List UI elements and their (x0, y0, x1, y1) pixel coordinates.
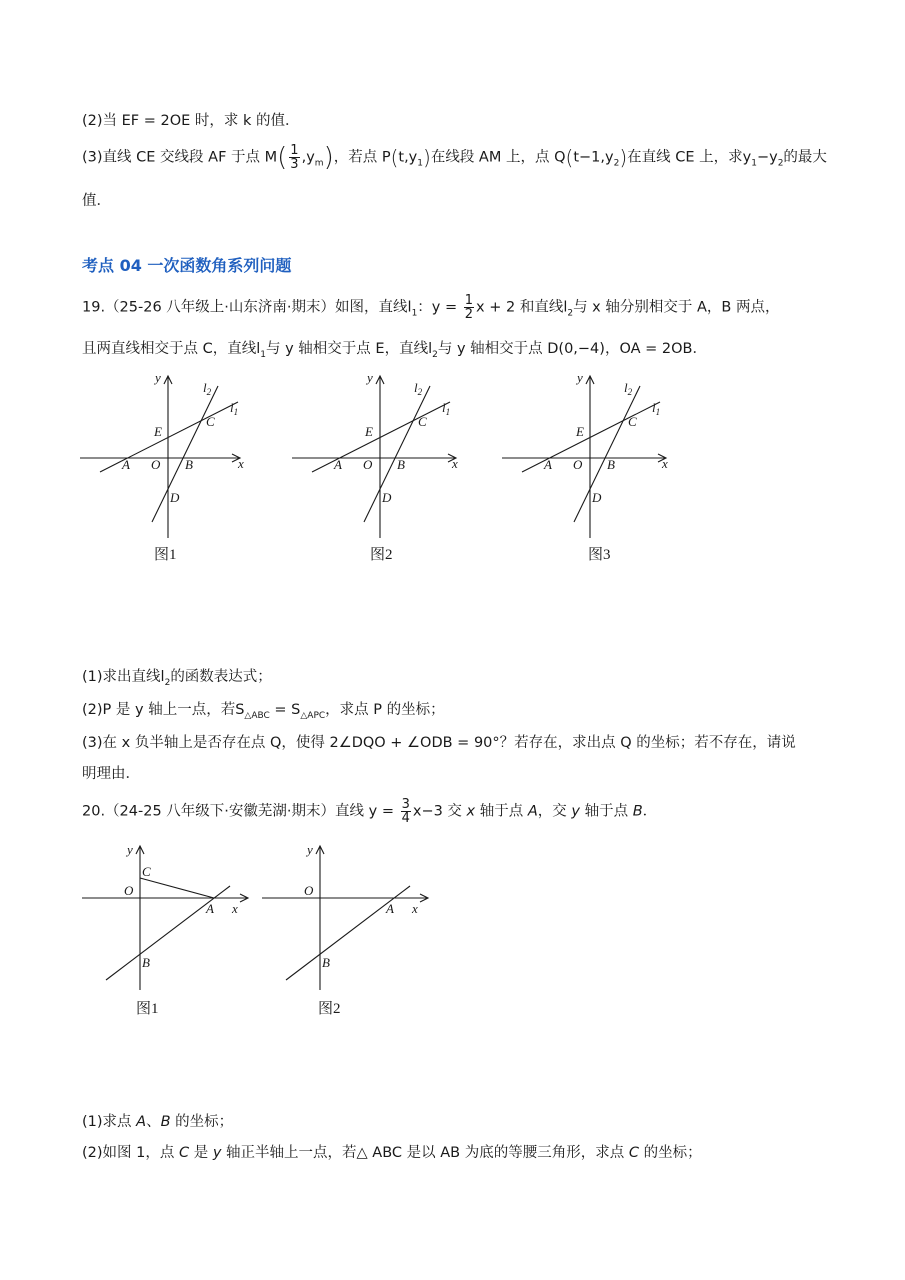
problem-19-question-3-cont: 明理由． (82, 766, 140, 782)
line-l1 (312, 402, 450, 472)
figure-caption: 图2 (318, 1001, 341, 1017)
fraction-one-half: $\frac{1}{2}$ (464, 293, 474, 322)
fraction-three-quarters: $\frac{3}{4}$ (401, 797, 410, 826)
label-l1: $l_1$ (230, 400, 239, 417)
figure-caption: 图2 (370, 547, 393, 563)
prev-question-2: (2)当 EF = 2OE 时，求 k 的值． (82, 113, 300, 129)
label-B: B (142, 955, 150, 970)
label-l2: $l_2$ (414, 380, 423, 397)
problem-19-question-1: (1)求出直线$l_2$的函数表达式； (82, 669, 272, 688)
label-D: D (592, 490, 602, 505)
label-C: C (142, 864, 151, 879)
label-x: x (662, 456, 668, 471)
line-l2 (364, 386, 430, 522)
label-O: O (304, 883, 314, 898)
problem-19-figure-1 (80, 370, 260, 570)
line-l2 (152, 386, 218, 522)
label-A: A (122, 457, 130, 472)
label-D: D (382, 490, 392, 505)
label-y: y (307, 842, 313, 857)
figure-caption: 图3 (588, 547, 611, 563)
label-B: B (607, 457, 615, 472)
label-x: x (238, 456, 244, 471)
label-A: A (386, 901, 394, 916)
label-B: B (397, 457, 405, 472)
label-B: B (322, 955, 330, 970)
label-B: B (185, 457, 193, 472)
label-x: x (452, 456, 458, 471)
label-O: O (151, 457, 161, 472)
prev-question-3: (3)直线 CE 交线段 AF 于点 M( $\frac{1}{3}$ $,y_m$)，若点 $P(t,y_1)$在线段 AM 上，点 $Q(t-1,y_2)$在直线 CE 上，求$y_1-y_2$的最大 (82, 142, 827, 173)
label-y: y (155, 370, 161, 385)
label-l2: $l_2$ (203, 380, 212, 397)
problem-19-intro-cont: 且两直线相交于点 C，直线$l_1$与 y 轴相交于点 E，直线$l_2$与 y 轴相交于点 D(0,−4)，OA = 2OB． (82, 341, 707, 360)
problem-20-figure-1 (80, 840, 260, 1030)
problem-19-question-2: (2)P 是 y 轴上一点，若$S_{\triangle ABC} = S_{\triangle APC}$，求点 P 的坐标； (82, 702, 445, 721)
problem-19-figure-3 (502, 370, 682, 570)
label-y: y (367, 370, 373, 385)
label-l1: $l_1$ (442, 400, 451, 417)
label-E: E (154, 424, 162, 439)
label-A: A (206, 901, 214, 916)
label-C: C (206, 414, 215, 429)
fraction-one-third: $\frac{1}{3}$ (290, 143, 299, 172)
section-title: 考点 04 一次函数角系列问题 (82, 256, 292, 275)
label-l2: $l_2$ (624, 380, 633, 397)
label-E: E (576, 424, 584, 439)
figure-caption: 图1 (154, 547, 177, 563)
label-x: x (232, 901, 238, 916)
line-l1 (522, 402, 660, 472)
line-l1 (100, 402, 238, 472)
label-C: C (628, 414, 637, 429)
label-O: O (363, 457, 373, 472)
label-C: C (418, 414, 427, 429)
problem-19-figure-2 (290, 370, 470, 570)
label-y: y (577, 370, 583, 385)
label-E: E (365, 424, 373, 439)
segment-CA (140, 878, 214, 898)
problem-19-question-3: (3)在 x 负半轴上是否存在点 Q，使得 2∠DQO + ∠ODB = 90°？若存在，求出点 Q 的坐标；若不存在，请说 (82, 735, 796, 751)
problem-19-intro: 19.（25-26 八年级上·山东济南·期末）如图，直线$l_1$：y = $\frac{1}{2}$ x + 2 和直线$l_2$与 x 轴分别相交于 A，B 两点， (82, 293, 780, 322)
prev-question-3-cont: 值． (82, 193, 111, 209)
label-A: A (544, 457, 552, 472)
label-O: O (124, 883, 134, 898)
line-l2 (574, 386, 640, 522)
label-l1: $l_1$ (652, 400, 661, 417)
problem-20-intro: 20.（24-25 八年级下·安徽芜湖·期末）直线 y = $\frac{3}{4}$ x−3 交 x 轴于点 A，交 y 轴于点 B． (82, 797, 658, 826)
label-A: A (334, 457, 342, 472)
figure-caption: 图1 (136, 1001, 159, 1017)
problem-20-question-1: (1)求点 A、B 的坐标； (82, 1114, 234, 1130)
label-O: O (573, 457, 583, 472)
label-x: x (412, 901, 418, 916)
problem-20-figure-2 (260, 840, 440, 1030)
problem-20-question-2: (2)如图 1，点 C 是 y 轴正半轴上一点，若△ ABC 是以 AB 为底的等腰三角形，求点 C 的坐标； (82, 1145, 702, 1161)
label-y: y (127, 842, 133, 857)
label-D: D (170, 490, 180, 505)
